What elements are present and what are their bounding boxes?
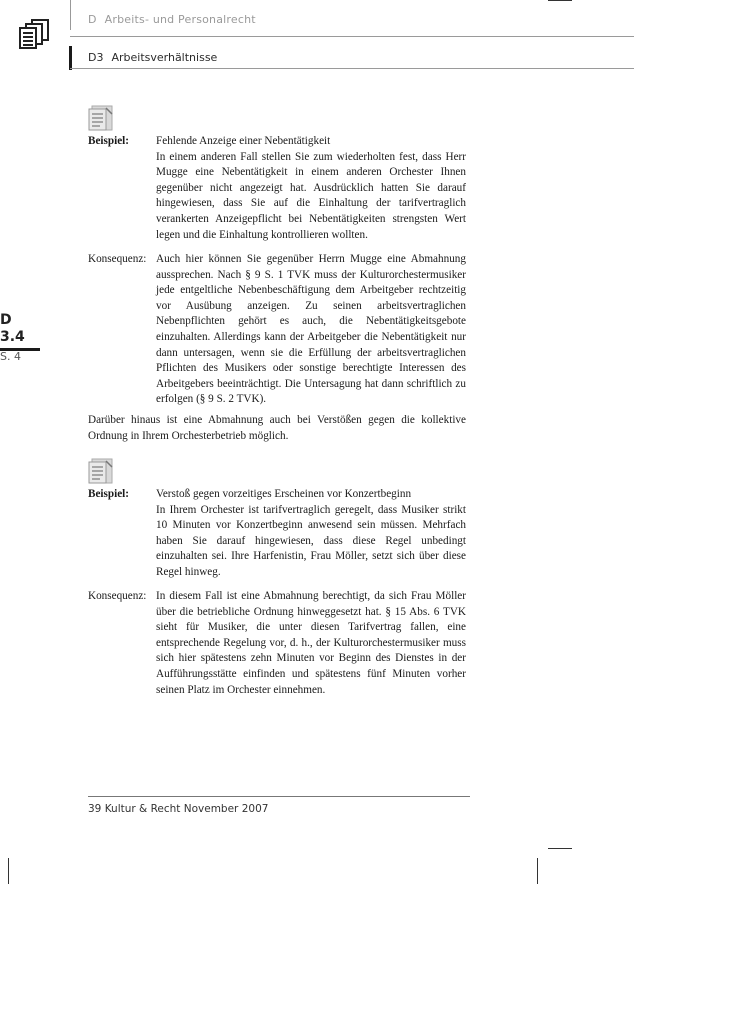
section-heading bbox=[88, 51, 217, 64]
crop-mark-bottom-left-v bbox=[8, 858, 9, 884]
side-tab-page: S. 4 bbox=[0, 350, 21, 363]
crop-mark-bottom-right-v bbox=[537, 858, 538, 884]
section-title: Arbeitsverhältnisse bbox=[111, 51, 218, 64]
body-paragraph: Darüber hinaus ist eine Abmahnung auch bei Verstößen gegen die kollektive Ordnung in Ihrem Orchesterbetrieb möglich. bbox=[88, 414, 466, 442]
consequence-text-2: In diesem Fall ist eine Abmahnung berechtigt, da sich Frau Möller über die betriebliche Ordnung hinweggesetzt hat. § 15 Abs. 6 TVK sieht für Musiker, die unter diesen Tarifvertrag fallen, eine entsprechende Regelung vor, d. h., der Kulturorchestermusiker muss sich hier spätestens zehn Minuten vor Beginn des Dienstes in der Aufführungsstätte einfinden und spätestens fünf Minuten vorher seinen Platz im Orchester einnehmen. bbox=[156, 590, 466, 696]
crop-mark-top-right bbox=[548, 0, 572, 1]
example-title-2: Verstoß gegen vorzeitiges Erscheinen vor Konzertbeginn bbox=[156, 488, 412, 500]
side-tab-number: 3.4 bbox=[0, 329, 25, 345]
footer-text: 39 Kultur & Recht November 2007 bbox=[88, 803, 269, 815]
note-page-icon-2 bbox=[88, 457, 114, 485]
header-rule-bottom bbox=[70, 68, 634, 69]
header-section-marker bbox=[69, 46, 72, 70]
example-label: Beispiel: bbox=[88, 135, 130, 147]
example-label-2: Beispiel: bbox=[88, 488, 130, 500]
chapter-number: D bbox=[88, 13, 97, 26]
footer-rule bbox=[88, 796, 470, 797]
chapter-heading bbox=[88, 13, 256, 26]
side-tab-letter: D bbox=[0, 312, 12, 328]
example-text-2: In Ihrem Orchester ist tarifvertraglich geregelt, dass Musiker strikt 10 Minuten vor Konzertbeginn anwesend sein müssen. Mehrfach haben Sie darauf hingewiesen, dass diese Regel unbedingt einzuhalten sei. Ihre Harfenistin, Frau Möller, setzt sich über diese Regel hinweg. bbox=[156, 503, 466, 578]
consequence-label-2: Konsequenz: bbox=[88, 590, 147, 602]
note-page-icon bbox=[88, 104, 114, 132]
consequence-text: Auch hier können Sie gegenüber Herrn Mugge eine Abmahnung aussprechen. Nach § 9 S. 1 TVK muss der Kulturorchestermusiker jede entgeltliche Nebenbeschäftigung dem Arbeitgeber rechtzeitig vor Ausübung anzeigen. Zu seinen arbeitsvertraglichen Nebenpflichten gehört es auch, die Nebentätigkeitsgebote einzuhalten. Allerdings kann der Arbeitgeber die Nebentätigkeit nur dann untersagen, wenn sie die Erfüllung der arbeitsvertraglichen Pflichten des Musikers oder sonstige berechtigte Interessen des Arbeitgebers beeinträchtigt. Die Untersagung hat dann schriftlich zu erfolgen (§ 9 S. 2 TVK). bbox=[156, 253, 466, 406]
document-stack-icon bbox=[18, 18, 52, 50]
example-title: Fehlende Anzeige einer Nebentätigkeit bbox=[156, 135, 331, 147]
crop-mark-bottom-right-h bbox=[548, 848, 572, 849]
consequence-label: Konsequenz: bbox=[88, 253, 147, 265]
section-number: D3 bbox=[88, 51, 104, 64]
header-rule-top bbox=[70, 36, 634, 37]
example-text: In einem anderen Fall stellen Sie zum wiederholten fest, dass Herr Mugge eine Nebentätigkeit in einem anderen Orchester Ihnen gegenüber nicht angezeigt hat. Ausdrücklich hatten Sie darauf hingewiesen, dass Sie auf die Einhaltung der tarifvertraglich verankerten Anzeigepflicht bei Nebentätigkeiten strengsten Wert legen und die Einhaltung kontrollieren wollten. bbox=[156, 150, 466, 241]
chapter-title: Arbeits- und Personalrecht bbox=[104, 13, 256, 26]
header-vertical-rule bbox=[70, 0, 71, 30]
